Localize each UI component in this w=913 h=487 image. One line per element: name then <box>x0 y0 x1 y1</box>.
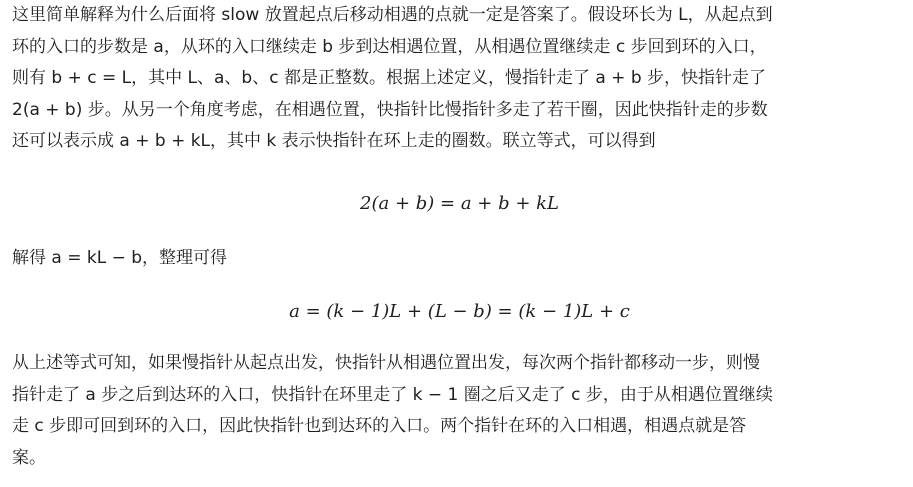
paragraph-conclusion <box>12 348 907 474</box>
text-line: 指针走了 a 步之后到达环的入口，快指针在环里走了 k − 1 圈之后又走了 c 步，由于从相遇位置继续 <box>12 384 773 405</box>
paragraph-solve <box>12 243 907 275</box>
text-line: 这里简单解释为什么后面将 slow 放置起点后移动相遇的点就一定是答案了。假设环长为 L，从起点到 <box>12 5 773 25</box>
equation-display-2: a = (k − 1)L + (L − b) = (k − 1)L + c <box>289 301 630 322</box>
text-line: 解得 a = kL − b，整理可得 <box>12 248 228 268</box>
text-line: 则有 b + c = L，其中 L、a、b、c 都是正整数。根据上述定义，慢指针走了 a + b 步，快指针走了 <box>12 68 767 88</box>
text-line: 环的入口的步数是 a，从环的入口继续走 b 步到达相遇位置，从相遇位置继续走 c 步回到环的入口， <box>12 36 767 57</box>
text-line: 走 c 步即可回到环的入口，因此快指针也到达环的入口。两个指针在环的入口相遇，相遇点就是答 <box>12 416 747 436</box>
text-line: 2(a + b) 步。从另一个角度考虑，在相遇位置，快指针比慢指针多走了若干圈，因此快指针走的步数 <box>12 99 768 120</box>
text-line: 还可以表示成 a + b + kL，其中 k 表示快指针在环上走的圈数。联立等式，可以得到 <box>12 131 656 151</box>
paragraph-explanation <box>12 0 907 158</box>
equation-display-1: 2(a + b) = a + b + kL <box>360 193 559 214</box>
text-line: 从上述等式可知，如果慢指针从起点出发，快指针从相遇位置出发，每次两个指针都移动一步，则慢 <box>12 353 760 373</box>
text-line: 案。 <box>12 447 46 468</box>
